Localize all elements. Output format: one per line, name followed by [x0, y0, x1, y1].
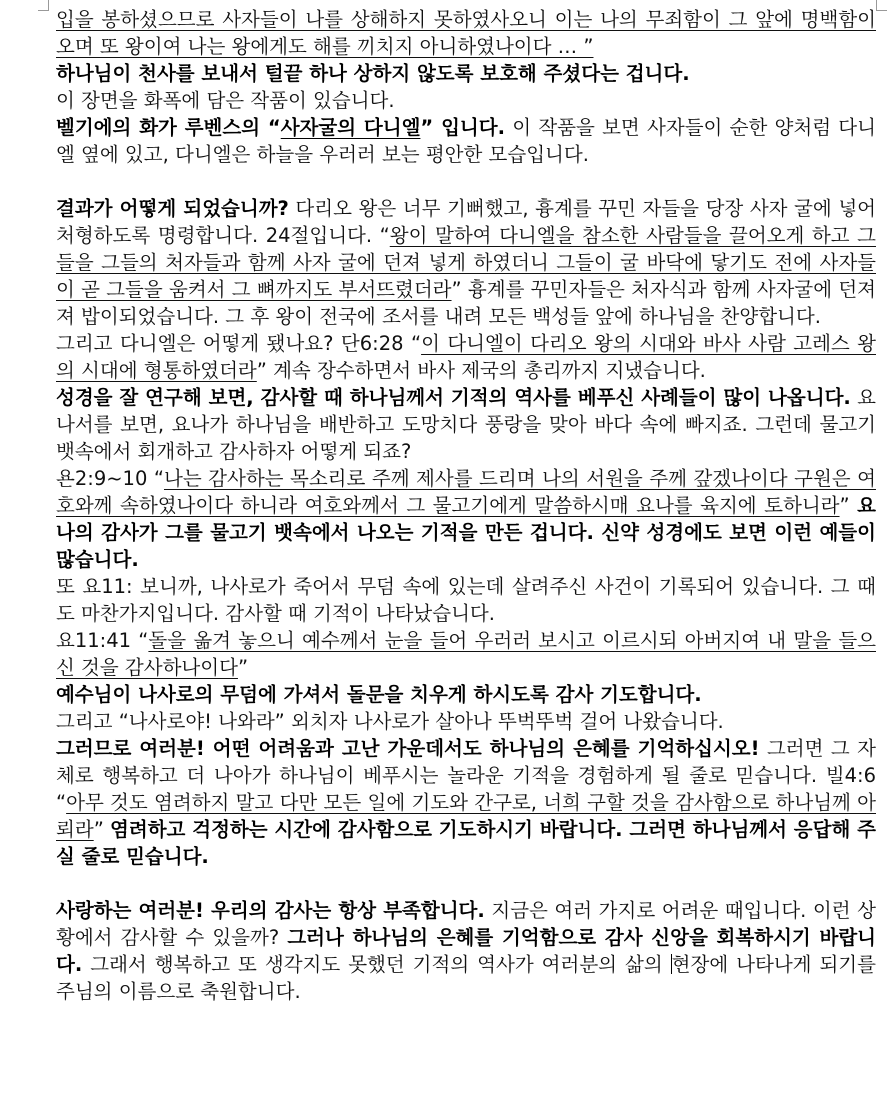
paragraph [56, 60, 876, 87]
paragraph [56, 465, 876, 573]
left-margin-corner-mark [38, 0, 49, 11]
text-run: 지금은 여러 가지로 어려운 때입니다. 이런 상황에서 감사할 수 있을까? [56, 899, 876, 949]
bold-text-run: 성경을 잘 연구해 보면, 감사할 때 하나님께서 기적의 역사를 베푸신 사례들이 많이 나옵니다. [56, 386, 851, 409]
text-run: 다리오 왕은 너무 기뻐했고, 흉계를 꾸민 자들을 당장 사자 굴에 넣어 처형하도록 명령합니다. 24절입니다. “ [56, 197, 876, 247]
text-run: 그리고 “나사로야! 나와라” 외치자 나사로가 살아나 뚜벅뚜벅 걸어 나왔습니다. [56, 710, 724, 733]
text-run: 또 요11: 보니까, 나사로가 죽어서 무덤 속에 있는데 살려주신 사건이 기록되어 있습니다. 그 때도 마찬가지입니다. 감사할 때 기적이 나타났습니다. [56, 575, 876, 625]
text-run: ” 계속 장수하면서 바사 제국의 총리까지 지냈습니다. [256, 359, 706, 382]
bold-text-run: 사랑하는 여러분! 우리의 감사는 항상 부족합니다. [56, 899, 485, 922]
bold-text-run: 염려하고 걱정하는 시간에 감사함으로 기도하시기 바랍니다. 그러면 하나님께서 응답해 주실 줄로 믿습니다. [56, 818, 876, 868]
paragraph [56, 114, 876, 168]
text-run: 이 작품을 보면 사자들이 순한 양처럼 다니엘 옆에 있고, 다니엘은 하늘을 우러러 보는 평안한 모습입니다. [56, 116, 876, 166]
text-run: 이 장면을 화폭에 담은 작품이 있습니다. [56, 89, 395, 112]
right-margin-corner-mark [876, 0, 887, 11]
blank-line [56, 870, 876, 897]
paragraph [56, 195, 876, 330]
text-run: ” [237, 656, 249, 679]
underlined-quote-text: 입을 봉하셨으므로 사자들이 나를 상해하지 못하였사오니 이는 나의 무죄함이 그 앞에 명백함이오며 또 왕이여 나는 왕에게도 해를 끼치지 아니하였나이다 … ” [56, 8, 876, 58]
underlined-quote-text: 나는 감사하는 목소리로 주께 제사를 드리며 나의 서원을 주께 갚겠나이다 구원은 여호와께 속하였나이다 하니라 여호와께서 그 물고기에게 말씀하시매 요나를 육지에 토하니라 [56, 467, 876, 517]
bold-text-run: ” 입니다. [420, 116, 505, 139]
bold-text-run: 하나님이 천사를 보내서 털끝 하나 상하지 않도록 보호해 주셨다는 겁니다. [56, 62, 690, 85]
paragraph [56, 735, 876, 870]
paragraph [56, 681, 876, 708]
paragraph [56, 708, 876, 735]
text-run: 욘2:9~10 “ [56, 467, 164, 490]
paragraph [56, 897, 876, 1005]
paragraph [56, 6, 876, 60]
underlined-quote-text: 왕이 말하여 다니엘을 참소한 사람들을 끌어오게 하고 그들을 그들의 처자들과 함께 사자 굴에 던져 넣게 하였더니 그들이 굴 바닥에 닿기도 전에 사자들이 곧 그들을 움켜서 그 뼈까지도 부서뜨렸더라 [56, 224, 876, 301]
text-run: 그러면 그 자체로 행복하고 더 나아가 하나님이 베푸시는 놀라운 기적을 경험하게 될 줄로 믿습니다. 빌4:6 “ [56, 737, 877, 814]
text-run: 그리고 다니엘은 어떻게 됐나요? 단6:28 “ [56, 332, 422, 355]
paragraph [56, 330, 876, 384]
paragraph [56, 87, 876, 114]
underlined-quote-text: 돌을 옮겨 놓으니 예수께서 눈을 들어 우러러 보시고 이르시되 아버지여 내 말을 들으신 것을 감사하나이다 [56, 629, 876, 679]
text-run: 요나서를 보면, 요나가 하나님을 배반하고 도망치다 풍랑을 맞아 바다 속에 빠지죠. 그런데 물고기 뱃속에서 회개하고 감사하자 어떻게 되죠? [56, 386, 876, 463]
document-body[interactable] [56, 6, 876, 1005]
text-run: ” [93, 818, 111, 841]
bold-text-run: 그러므로 여러분! 어떤 어려움과 고난 가운데서도 하나님의 은혜를 기억하십시오! [56, 737, 760, 760]
paragraph [56, 384, 876, 465]
text-run: 그래서 행복하고 또 생각지도 못했던 기적의 역사가 여러분의 삶의 [82, 953, 671, 976]
paragraph [56, 627, 876, 681]
bold-text-run: 예수님이 나사로의 무덤에 가셔서 돌문을 치우게 하시도록 감사 기도합니다. [56, 683, 702, 706]
bold-text-run: 결과가 어떻게 되었습니까? [56, 197, 289, 220]
underlined-quote-text: 이 다니엘이 다리오 왕의 시대와 바사 사람 고레스 왕의 시대에 형통하였더라 [56, 332, 876, 382]
bold-text-run: 벨기에의 화가 루벤스의 “ [56, 116, 281, 139]
blank-line [56, 168, 876, 195]
underlined-quote-text: 아무 것도 염려하지 말고 다만 모든 일에 기도와 간구로, 너희 구할 것을 감사함으로 하나님께 아뢰라 [56, 791, 876, 841]
bold-text-run: 요나의 감사가 그를 물고기 뱃속에서 나오는 기적을 만든 겁니다. 신약 성경에도 보면 이런 예들이 많습니다. [56, 494, 877, 571]
text-run: ” [839, 494, 858, 517]
underlined-quote-text: 사자굴의 다니엘 [280, 116, 421, 139]
paragraph [56, 573, 876, 627]
text-run: 요11:41 “ [56, 629, 149, 652]
bold-text-run: 그러나 하나님의 은혜를 기억함으로 감사 신앙을 회복하시기 바랍니다. [56, 926, 876, 976]
text-run: 현장에 나타나게 되기를 주님의 이름으로 축원합니다. [56, 953, 876, 1003]
text-run: ” 흉계를 꾸민자들은 처자식과 함께 사자굴에 던져져 밥이되었습니다. 그 후 왕이 전국에 조서를 내려 모든 백성들 앞에 하나님을 찬양합니다. [56, 278, 876, 328]
